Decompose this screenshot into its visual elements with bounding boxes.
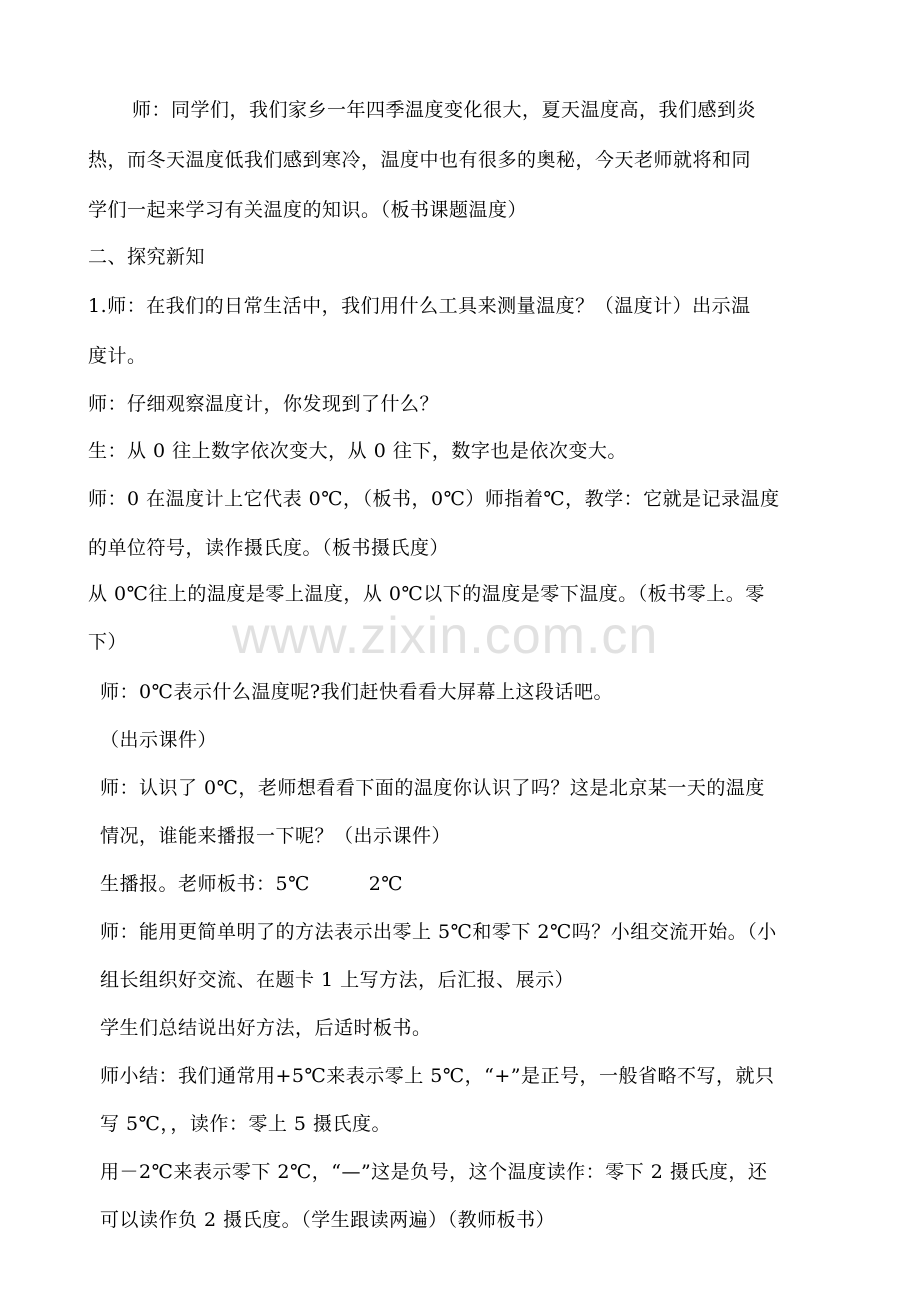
- paragraph-line: 热，而冬天温度低我们感到寒冷，温度中也有很多的奥秘，今天老师就将和同: [88, 149, 752, 171]
- paragraph-line: 写 5℃，，读作：零上 5 摄氏度。: [100, 1113, 392, 1135]
- paragraph-line: 生：从 0 往上数字依次变大，从 0 往下，数字也是依次变大。: [88, 440, 627, 462]
- paragraph-line: 学们一起来学习有关温度的知识。（板书课题温度）: [88, 199, 528, 221]
- paragraph-line: 师小结：我们通常用+5℃来表示零上 5℃，“+”是正号，一般省略不写，就只: [100, 1065, 775, 1087]
- section-heading: 二、探究新知: [88, 246, 206, 268]
- paragraph-line: 用－2℃来表示零下 2℃，“—”这是负号，这个温度读作：零下 2 摄氏度，还: [100, 1161, 768, 1183]
- paragraph-line: 生播报。老师板书：5℃ 2℃: [100, 873, 404, 895]
- paragraph-line: 组长组织好交流、在题卡 1 上写方法，后汇报、展示）: [100, 969, 575, 991]
- paragraph-line: 师：认识了 0℃，老师想看看下面的温度你认识了吗？这是北京某一天的温度: [100, 777, 765, 799]
- paragraph-line: 1.师：在我们的日常生活中，我们用什么工具来测量温度？（温度计）出示温: [88, 295, 751, 317]
- paragraph-line: 学生们总结说出好方法，后适时板书。: [100, 1017, 432, 1039]
- paragraph-line: 的单位符号，读作摄氏度。（板书摄氏度）: [88, 537, 450, 559]
- paragraph-line: 情况，谁能来播报一下呢？（出示课件）: [100, 825, 452, 847]
- paragraph-line: 师：0℃表示什么温度呢?我们赶快看看大屏幕上这段话吧。: [100, 681, 614, 703]
- paragraph-line: 师：仔细观察温度计，你发现到了什么？: [88, 393, 440, 415]
- watermark: www.zixin.com.cn: [232, 607, 659, 665]
- paragraph-line: （出示课件）: [100, 729, 218, 751]
- paragraph-line: 度计。: [88, 345, 147, 367]
- paragraph-line: 师：同学们，我们家乡一年四季温度变化很大，夏天温度高，我们感到炎: [132, 99, 757, 121]
- paragraph-line: 师：能用更简单明了的方法表示出零上 5℃和零下 2℃吗？小组交流开始。（小: [100, 921, 777, 943]
- paragraph-line: 可以读作负 2 摄氏度。（学生跟读两遍）（教师板书）: [100, 1209, 556, 1231]
- paragraph-line: 从 0℃往上的温度是零上温度，从 0℃以下的温度是零下温度。（板书零上。零: [88, 583, 765, 605]
- paragraph-line: 师：0 在温度计上它代表 0℃，（板书，0℃）师指着℃，教学：它就是记录温度: [88, 488, 780, 510]
- paragraph-line: 下）: [88, 631, 128, 653]
